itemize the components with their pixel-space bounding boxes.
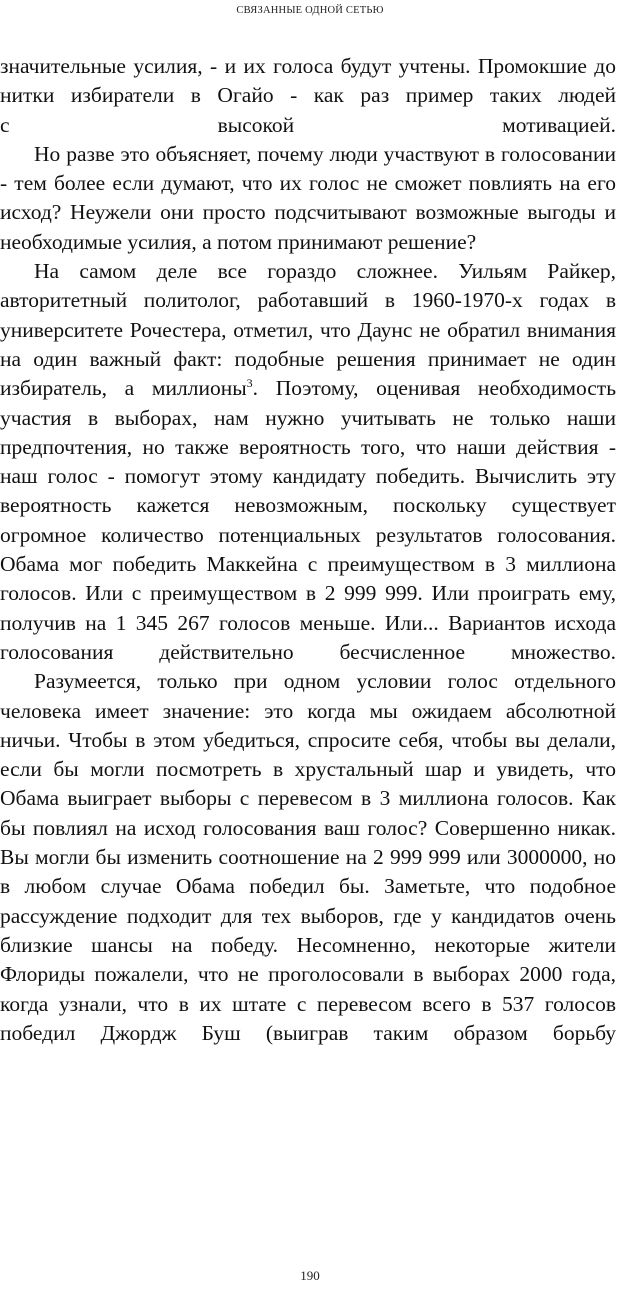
running-header: СВЯЗАННЫЕ ОДНОЙ СЕТЬЮ bbox=[236, 5, 384, 16]
paragraph-4-text: Разумеется, только при одном условии голос отдельного человека имеет значение: это когда мы ожидаем абсолютной ничьи. Чтобы в этом убедиться, спросите себя, чтобы вы делали, если бы могли посмотреть в хрустальный шар и увидеть, что Обама выиграет выборы с перевесом в 3 миллиона голосов. Как бы повлиял на исход голосования ваш голос? Совершенно никак. Вы могли бы изменить соотношение на 2 999 999 или 3000000, но в любом случае Обама победил бы. Заметьте, что подобное рассуждение подходит для тех выборов, где у кандидатов очень близкие шансы на победу. Несомненно, некоторые жители Флориды пожалели, что не проголосовали в выборах 2000 года, когда узнали, что в их штате с перевесом всего в 537 голосов победил Джордж Буш (выиграв таким образом борьбу bbox=[0, 669, 616, 1045]
paragraph-1 bbox=[0, 52, 616, 140]
page-number: 190 bbox=[300, 1268, 320, 1283]
footnote-reference[interactable]: 3 bbox=[246, 376, 253, 391]
paragraph-3-text-part1: На самом деле все гораздо сложнее. Уильям Райкер, авторитетный политолог, работавший в 1960-1970-х годах в университете Рочестера, отметил, что Даунс не обратил внимания на один важный факт: подобные решения принимает не один избиратель, а миллионы bbox=[0, 259, 616, 401]
paragraph-3 bbox=[0, 257, 616, 667]
paragraph-1-text: значительные усилия, - и их голоса будут учтены. Промокшие до нитки избиратели в Огайо - как раз пример таких людей bbox=[0, 54, 616, 108]
page-body bbox=[0, 52, 616, 1048]
paragraph-3-last-line: голосования действительно бесчисленное множество. bbox=[0, 639, 616, 664]
paragraph-3-text-part2: . Поэтому, оценивая необходимость участия в выборах, нам нужно учитывать не только наши предпочтения, но также вероятность того, что наши действия - наш голос - помогут этому кандидату победить. Вычислить эту вероятность кажется невозможным, поскольку существует огромное количество потенциальных результатов голосования. Обама мог победить Маккейна с преимуществом в 3 миллиона голосов. Или с преимуществом в 2 999 999. Или проиграть ему, получив на 1 345 267 голосов меньше. Или... Вариантов исхода bbox=[0, 376, 616, 635]
paragraph-2 bbox=[0, 140, 616, 257]
paragraph-4 bbox=[0, 667, 616, 1048]
paragraph-2-text: Но разве это объясняет, почему люди участвуют в голосовании - тем более если думают, что их голос не сможет повлиять на его исход? Неужели они просто подсчитывают возможные выгоды и необходимые усилия, а потом принимают решение? bbox=[0, 141, 616, 254]
paragraph-1-last-line: с высокой мотивацией. bbox=[0, 112, 616, 137]
